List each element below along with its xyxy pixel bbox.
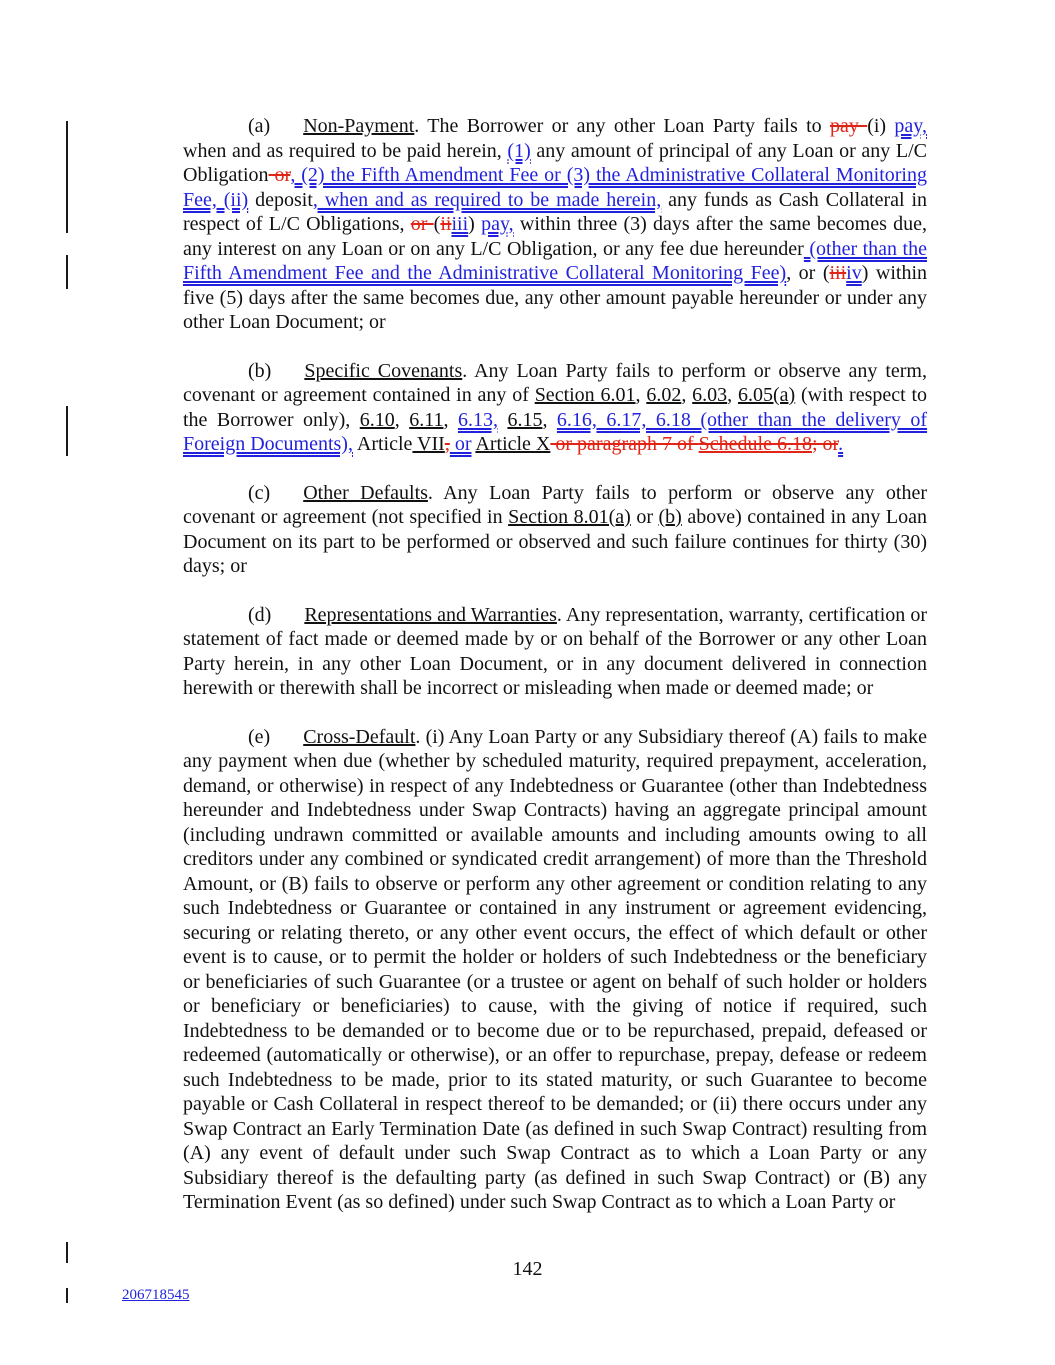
text-segment: , [635, 384, 647, 406]
text-segment: (b) [248, 359, 272, 382]
text-segment: (with respect to the Borrower only), [183, 384, 928, 431]
text-segment: (other than the Fifth Amendment Fee and the Administrative Collateral Monitoring Fee) [183, 237, 927, 284]
change-bar [66, 255, 68, 289]
text-segment: , [443, 408, 458, 431]
text-segment: , [681, 384, 693, 406]
text-segment: Representations and Warranties [304, 603, 557, 626]
text-segment: . Any Loan Party fails to perform or observe any other covenant or agreement (not specified in [183, 481, 927, 528]
text-segment: or [268, 164, 291, 186]
text-segment: . Any representation, warranty, certification or statement of fact made or deemed made by or on behalf of the Borrower or any other Loan Party herein, in any other Loan Document, or in any document delivered in connection herewith or therewith shall be incorrect or misleading when made or deemed made; or [183, 603, 927, 699]
text-segment: , [727, 384, 738, 406]
paragraph-c [183, 481, 927, 579]
page-number: 142 [512, 1258, 543, 1280]
text-segment: 6.16, 6.17, 6.18 (other than the delivery of Foreign Documents), [183, 408, 928, 455]
text-segment: ) within five (5) days after the same becomes due, any other amount payable hereunder or under any other Loan Document; or [183, 262, 928, 333]
text-segment: or [410, 213, 434, 235]
text-segment: or paragraph 7 of [550, 433, 699, 455]
text-segment: , (2) the Fifth Amendment Fee or (3) the Administrative Collateral Monitoring Fee, (ii) [183, 164, 927, 211]
paragraph-e [183, 725, 927, 1215]
text-segment: , when and as required to be made herein, [312, 188, 662, 211]
paragraph-a [183, 114, 927, 335]
text-segment: Non-Payment [303, 115, 415, 137]
text-segment: Specific Covenants [304, 359, 463, 382]
text-segment: 6.11 [409, 408, 444, 431]
text-segment: Section 6.01 [534, 384, 636, 406]
text-segment: (d) [248, 603, 272, 626]
text-segment: VII [412, 433, 445, 455]
doc-id-stamp: 206718545 [122, 1287, 190, 1303]
text-segment: (i) [867, 115, 895, 137]
text-segment: Schedule 6.18 [698, 433, 812, 455]
text-segment: , or ( [786, 262, 830, 284]
text-segment: ) [468, 213, 482, 235]
text-segment: 6.02 [646, 384, 682, 406]
text-segment: Article X [475, 433, 551, 455]
text-segment: Article [352, 433, 413, 455]
text-segment: iv [846, 262, 862, 284]
text-segment: Section 8.01(a) [508, 506, 631, 528]
text-segment: . The Borrower or any other Loan Party fails to [414, 115, 830, 137]
text-segment: (e) [248, 725, 271, 748]
paragraph-d [183, 603, 927, 701]
text-segment: 6.10 [359, 408, 395, 431]
text-segment: iii [829, 262, 847, 284]
change-bar [66, 121, 68, 233]
text-segment [498, 409, 507, 431]
text-segment: iii [451, 213, 469, 235]
change-bar [66, 1288, 68, 1303]
text-segment: , [444, 433, 450, 455]
text-segment: any amount of principal of any Loan or any L/C Obligation [183, 139, 927, 186]
text-segment: pay, [481, 213, 514, 235]
document-body [183, 114, 927, 1239]
text-segment: or [630, 506, 659, 528]
text-segment: ( [433, 213, 441, 235]
text-segment: any funds as Cash Collateral in respect of L/C Obligations, [183, 188, 928, 235]
text-segment: 6.05(a) [737, 384, 796, 406]
text-segment: ii [440, 213, 452, 235]
text-segment: 6.15 [507, 408, 543, 431]
text-segment: . (i) Any Loan Party or any Subsidiary thereof (A) fails to make any payment when due (whether by scheduled maturity, required prepayment, acceleration, demand, or otherwise) in respect of any Indebtedness or Guarantee (other than Indebtedness hereunder and Indebtedness under Swap Contracts) having an aggregate principal amount (including undrawn committed or available amounts and including amounts owing to all creditors under any combined or syndicated credit arrangement) of more than the Threshold Amount, or (B) fails to observe or perform any other agreement or condition relating to any such Indebtedness or Guarantee or contained in any instrument or agreement evidencing, securing or relating thereto, or any other event occurs, the effect of which default or other event is to cause, or to permit the holder or holders of such Indebtedness or the beneficiary or beneficiaries of such Guarantee (or a trustee or agent on behalf of such holder or holders or beneficiary or beneficiaries) to cause, with the giving of notice if required, such Indebtedness to be demanded or to become due or to be repurchased, prepaid, defeased or redeemed (automatically or otherwise), or an offer to repurchase, prepay, defease or redeem such Indebtedness to be made, prior to its stated maturity, or such Guarantee to become payable or Cash Collateral in respect thereof to be demanded; or (ii) there occurs under any Swap Contract an Early Termination Date (as defined in such Swap Contract) resulting from (A) any event of default under such Swap Contract as to which a Loan Party or any Subsidiary thereof is the defaulting party (as defined in such Swap Contract) or (B) any Termination Event (as so defined) under such Swap Contract as to which a Loan Party or [183, 725, 927, 1213]
text-segment: 6.03 [692, 384, 728, 406]
text-segment: (a) [248, 115, 271, 137]
text-segment: deposit [248, 188, 313, 211]
text-segment: (b) [658, 506, 682, 528]
text-segment: . Any Loan Party fails to perform or observe any term, covenant or agreement contained in any of [183, 359, 927, 406]
text-segment: when and as required to be paid herein, [183, 139, 508, 162]
text-segment: above) contained in any Loan Document on its part to be performed or observed and such failure continues for thirty (30) days; or [183, 506, 928, 577]
text-segment: ; or [811, 433, 839, 455]
text-segment: . [838, 433, 844, 455]
text-segment: (c) [248, 481, 271, 504]
text-segment: 6.13, [457, 408, 498, 431]
text-segment: , [394, 408, 410, 431]
text-segment: Other Defaults [303, 481, 428, 504]
text-segment: (1) [507, 139, 531, 162]
text-segment: , [542, 408, 557, 431]
text-segment: or [449, 433, 472, 455]
text-segment: Cross-Default [303, 725, 416, 748]
paragraph-b [183, 359, 927, 457]
text-segment: pay [829, 115, 868, 137]
change-bar [66, 406, 68, 456]
text-segment: within three (3) days after the same becomes due, any interest on any Loan or on any L/C Obligation, or any fee due hereunder [183, 213, 927, 260]
text-segment: pay, [894, 115, 927, 137]
